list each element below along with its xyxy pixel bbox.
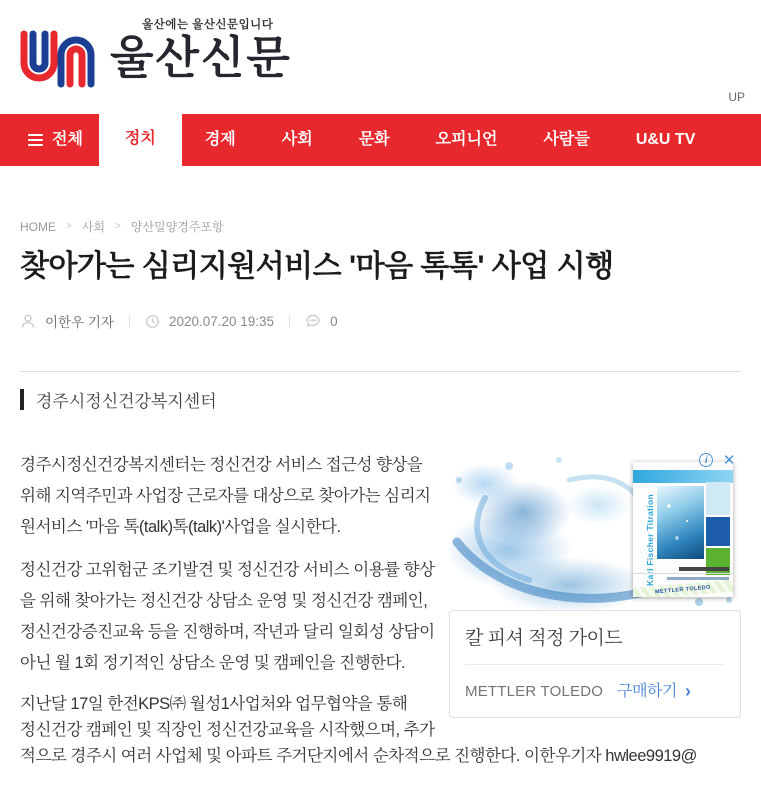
nav-item-culture[interactable]: 문화 xyxy=(358,131,390,148)
site-header xyxy=(0,0,761,114)
subheading-text: 경주시정신건강복지센터 xyxy=(36,392,217,411)
breadcrumb-separator: > xyxy=(115,221,121,232)
booklet-blue-block xyxy=(706,517,730,546)
chevron-right-icon: › xyxy=(684,680,691,701)
article-subheading xyxy=(20,387,741,412)
booklet-text-line xyxy=(679,567,729,571)
byline-divider xyxy=(289,315,290,328)
ad-headline[interactable]: 칼 피셔 적정 가이드 xyxy=(465,623,725,665)
breadcrumb xyxy=(20,218,741,235)
breadcrumb-subsection[interactable]: 양산밀양경주포항 xyxy=(130,220,224,234)
person-icon xyxy=(20,313,36,329)
article-byline xyxy=(20,311,741,331)
article-paragraph: 경주시정신건강복지센터는 정신건강 서비스 접근성 향상을 위해 지역주민과 사업장 근로자를 대상으로 찾아가는 심리지원서비스 '마음 톡(talk)톡(talk)'사업을 실시한다. xyxy=(20,456,431,536)
article-paragraph: 정신건강 캠페인 및 직장인 정신건강교육을 시작했으며, 추가적으로 경주시 여러 사업체 및 아파트 주거단지에서 순차적으로 진행한다. 이한우기자 hwlee9919@ xyxy=(20,721,697,765)
article-paragraph: 정신건강 고위험군 조기발견 및 정신건강 서비스 이용률 향상을 위해 찾아가는 정신건강 상담소 운영 및 정신건강 캠페인, 정신건강증진교육 등을 진행하며, 작년과 달리 일회성 상담이 아닌 월 1회 정기적인 상담소 운영 및 캠페인을 진행한다. xyxy=(20,561,435,672)
nav-item-opinion[interactable]: 오피니언 xyxy=(435,131,498,148)
byline-divider xyxy=(129,315,130,328)
site-logotype: 울산신문 xyxy=(110,32,292,83)
ad-close-icon[interactable]: ✕ xyxy=(722,452,735,469)
breadcrumb-separator: > xyxy=(66,221,72,232)
booklet-water-photo xyxy=(657,486,704,559)
un-logo-icon xyxy=(14,28,102,90)
main-nav xyxy=(0,114,761,166)
breadcrumb-section[interactable]: 사회 xyxy=(81,220,106,234)
nav-item-economy[interactable]: 경제 xyxy=(204,131,236,148)
ad-bottom-row xyxy=(465,665,725,707)
comment-count[interactable]: 0 xyxy=(330,313,338,329)
breadcrumb-home[interactable]: HOME xyxy=(20,219,56,234)
ad-info-icon[interactable]: i xyxy=(699,453,713,467)
ad-advertiser: METTLER TOLEDO xyxy=(465,682,604,700)
ad-water-splash-image[interactable] xyxy=(449,450,741,610)
nav-item-people[interactable]: 사람들 xyxy=(543,131,590,148)
booklet-cyan-block xyxy=(706,482,730,515)
article-paragraph: 지난달 17일 한전KPS㈜ 월성1사업처와 업무협약을 통해 xyxy=(20,695,408,713)
article-page xyxy=(0,218,761,769)
site-logo[interactable] xyxy=(14,16,292,90)
nav-item-politics[interactable]: 정치 xyxy=(99,109,182,166)
booklet-brand-logo: METTLER TOLEDO xyxy=(654,584,712,595)
nav-item-uutv[interactable]: U&U TV xyxy=(635,131,696,148)
hamburger-icon xyxy=(28,131,43,149)
ad-booklet-cover xyxy=(633,462,733,597)
booklet-vertical-title: Karl Fischer Titration xyxy=(645,494,655,586)
section-divider xyxy=(20,371,741,372)
ad-unit[interactable] xyxy=(449,450,741,718)
site-tagline: 울산에는 울산신문입니다 xyxy=(142,19,274,31)
ad-cta-label: 구매하기 xyxy=(617,682,677,700)
article-body xyxy=(20,450,741,769)
nav-item-label: 전체 xyxy=(52,131,83,148)
publish-datetime: 2020.07.20 19:35 xyxy=(168,313,275,329)
nav-item-all[interactable] xyxy=(26,114,99,166)
comment-icon xyxy=(305,313,321,329)
subheading-bar xyxy=(20,389,24,410)
nav-item-society[interactable]: 사회 xyxy=(281,131,313,148)
clock-icon xyxy=(145,314,160,329)
scroll-up-link[interactable]: UP xyxy=(728,90,745,104)
article-title: 찾아가는 심리지원서비스 '마음 톡톡' 사업 시행 xyxy=(20,250,614,283)
author-name: 이한우 기자 xyxy=(45,315,114,330)
ad-caption-box[interactable] xyxy=(449,610,741,718)
ad-cta-button[interactable] xyxy=(617,676,690,707)
